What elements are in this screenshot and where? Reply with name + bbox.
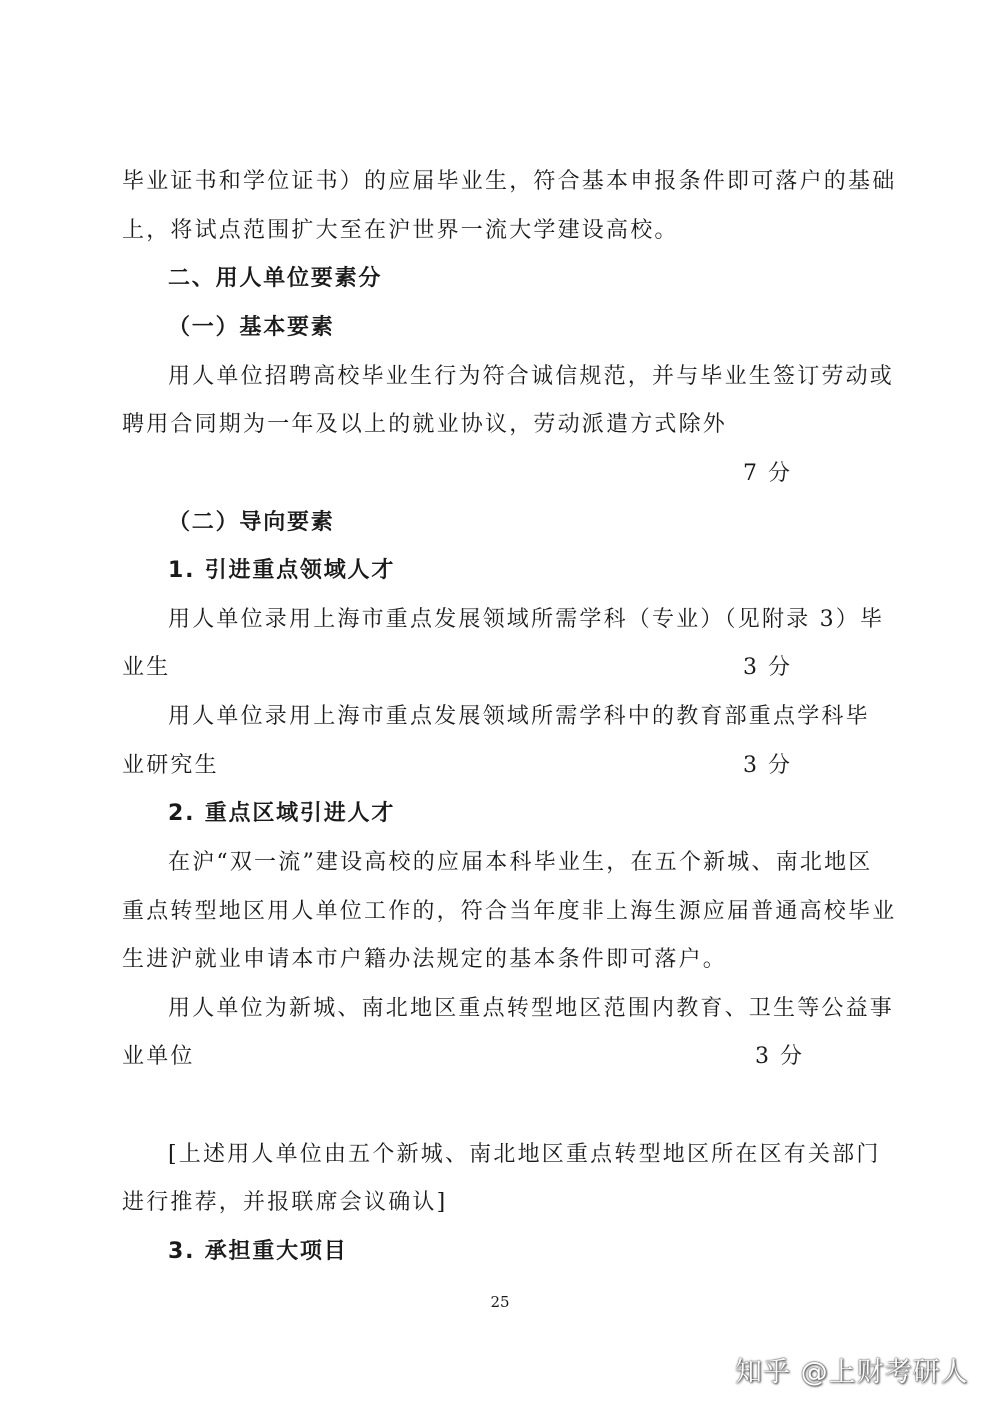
score-label: 3 分	[755, 1044, 804, 1069]
subsection-heading: （一）基本要素	[168, 315, 335, 340]
paragraph-line: 重点转型地区用人单位工作的，符合当年度非上海生源应届普通高校毕业	[122, 899, 897, 924]
item-title: 1. 引进重点领域人才	[168, 558, 396, 583]
watermark: 知乎 @上财考研人	[735, 1357, 969, 1388]
paragraph-line: 业单位	[122, 1044, 195, 1069]
paragraph-line: 用人单位招聘高校毕业生行为符合诚信规范，并与毕业生签订劳动或	[168, 364, 895, 389]
paragraph-line: 用人单位为新城、南北地区重点转型地区范围内教育、卫生等公益事	[168, 996, 895, 1021]
item-title: 2. 重点区域引进人才	[168, 801, 396, 826]
paragraph-line: 聘用合同期为一年及以上的就业协议，劳动派遣方式除外	[122, 412, 728, 437]
paragraph-line: 业研究生	[122, 753, 219, 778]
subsection-heading: （二）导向要素	[168, 510, 335, 535]
paragraph-line: 毕业证书和学位证书）的应届毕业生，符合基本申报条件即可落户的基础	[122, 169, 897, 194]
score-label: 3 分	[743, 655, 792, 680]
note-line: 进行推荐，并报联席会议确认]	[122, 1190, 448, 1215]
note-line: [上述用人单位由五个新城、南北地区重点转型地区所在区有关部门	[168, 1142, 881, 1167]
paragraph-line: 用人单位录用上海市重点发展领域所需学科（专业）（见附录 3）毕	[168, 607, 885, 632]
score-label: 7 分	[743, 461, 792, 486]
paragraph-line: 用人单位录用上海市重点发展领域所需学科中的教育部重点学科毕	[168, 704, 870, 729]
paragraph-line: 业生	[122, 655, 171, 680]
page-number: 25	[490, 1293, 510, 1311]
section-heading: 二、用人单位要素分	[168, 266, 383, 291]
paragraph-line: 在沪“双一流”建设高校的应届本科毕业生，在五个新城、南北地区	[168, 850, 873, 875]
paragraph-line: 上，将试点范围扩大至在沪世界一流大学建设高校。	[122, 218, 679, 243]
paragraph-line: 生进沪就业申请本市户籍办法规定的基本条件即可落户。	[122, 947, 728, 972]
score-label: 3 分	[743, 753, 792, 778]
item-title: 3. 承担重大项目	[168, 1239, 348, 1264]
